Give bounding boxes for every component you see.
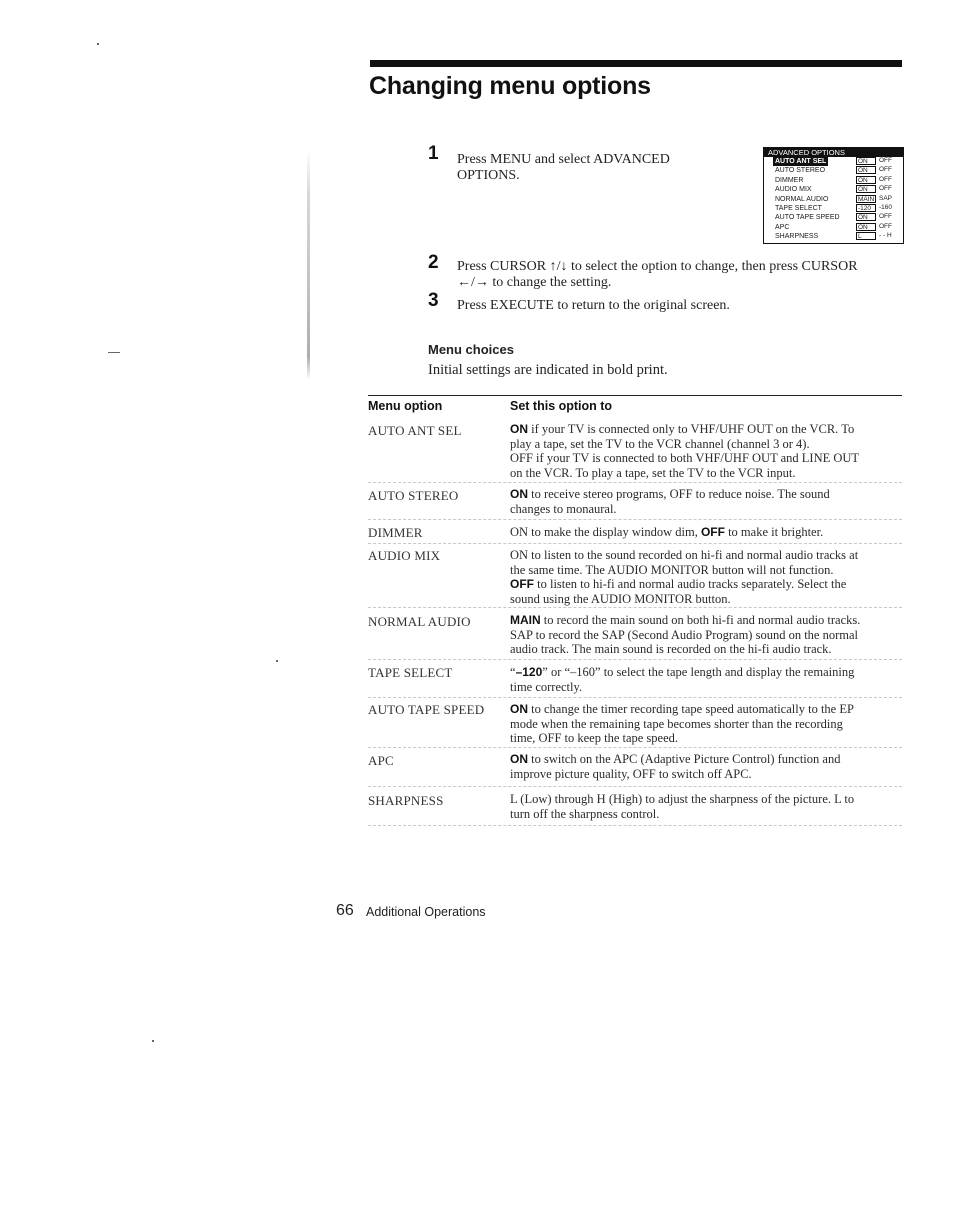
row-separator (368, 482, 902, 483)
osd-row-options (856, 157, 902, 166)
menu-choices-heading: Menu choices (428, 342, 514, 357)
osd-option-selected: ON (856, 166, 876, 174)
title-rule (370, 60, 902, 67)
description-auto-ant-sel: ON if your TV is connected only to VHF/UHF OUT on the VCR. To play a tape, set the TV to the VCR channel (channel 3 or 4). OFF if your TV is connected to both VHF/UHF OUT and LINE OUT on the VCR. To play a tape, set the TV to the VCR input. (510, 422, 860, 480)
osd-row-label: SHARPNESS (775, 233, 819, 241)
osd-option-selected: L (856, 232, 876, 240)
step-2-number: 2 (428, 252, 439, 273)
option-apc: APC (368, 753, 394, 768)
osd-menu-row (764, 232, 903, 241)
osd-option-selected: ON (856, 185, 876, 193)
row-separator (368, 659, 902, 660)
osd-row-label: APC (775, 223, 790, 231)
description-normal-audio: MAIN to record the main sound on both hi-fi and normal audio tracks. SAP to record the SAP (Second Audio Program) sound on the normal audio track. The main sound is recorded on the hi-fi audio track. (510, 613, 861, 656)
column-header-set-option: Set this option to (510, 399, 613, 413)
description-sharpness: L (Low) through H (High) to adjust the sharpness of the picture. L to turn off the sharpness control. (510, 792, 855, 821)
option-sharpness: SHARPNESS (368, 793, 444, 808)
osd-row-label: NORMAL AUDIO (775, 195, 829, 203)
row-separator (368, 786, 902, 787)
osd-menu-row (764, 213, 903, 222)
osd-option-selected: MAIN (858, 195, 875, 203)
description-dimmer: ON to make the display window dim, OFF to make it brighter. (510, 525, 824, 539)
page-number: 66 (336, 902, 354, 919)
osd-row-label: AUTO STEREO (775, 167, 826, 175)
menu-choices-note: Initial settings are indicated in bold print. (428, 362, 668, 378)
description-auto-tape-speed: ON to change the timer recording tape speed automatically to the EP mode when the remaining tape becomes shorter than the recording time, OFF to keep the tape speed. (510, 702, 854, 745)
row-separator (368, 825, 902, 826)
osd-row-options (856, 195, 902, 204)
osd-option-alternate: OFF (879, 185, 892, 193)
osd-option-alternate: OFF (879, 175, 892, 183)
osd-menu-row (764, 176, 903, 185)
option-auto-stereo: AUTO STEREO (368, 488, 459, 503)
page-title: Changing menu options (369, 72, 651, 100)
row-separator (368, 519, 902, 520)
step-1-number: 1 (428, 143, 439, 164)
osd-row-label: AUTO ANT SEL (775, 158, 827, 165)
osd-option-alternate: - - H (879, 232, 892, 240)
description-tape-select: “–120” or “–160” to select the tape length and display the remaining time correctly. (510, 665, 855, 694)
osd-menu-row (764, 195, 903, 204)
step-2-text-line2: ←/→ to change the setting. (457, 275, 612, 290)
osd-option-alternate: OFF (879, 166, 892, 174)
osd-row-label: TAPE SELECT (775, 205, 822, 212)
step-3-number: 3 (428, 290, 439, 311)
table-top-rule (368, 395, 902, 396)
osd-row-options (856, 166, 902, 175)
osd-option-selected: ON (856, 176, 876, 184)
step-1-text: Press MENU and select ADVANCED OPTIONS. (457, 152, 670, 183)
osd-row-options (856, 204, 902, 213)
osd-row-options (856, 213, 902, 222)
column-header-menu-option: Menu option (368, 399, 443, 413)
osd-row-options (856, 176, 902, 185)
osd-option-selected: -120 (856, 204, 876, 212)
option-auto-ant-sel: AUTO ANT SEL (368, 423, 462, 438)
scan-artifact (307, 150, 310, 380)
description-audio-mix: ON to listen to the sound recorded on hi-fi and normal audio tracks at the same time. The AUDIO MONITOR button will not function. OFF to listen to hi-fi and normal audio tracks separately. Select the sound using the AUDIO MONITOR button. (510, 548, 859, 606)
scan-artifact (108, 352, 120, 353)
option-tape-select: TAPE SELECT (368, 665, 453, 680)
row-separator (368, 697, 902, 698)
osd-menu-row (764, 185, 903, 194)
description-apc: ON to switch on the APC (Adaptive Picture Control) function and improve picture quality, OFF to switch off APC. (510, 752, 841, 781)
osd-option-alternate: -160 (879, 204, 893, 211)
osd-menu-row (764, 166, 903, 175)
option-dimmer: DIMMER (368, 525, 423, 540)
osd-row-label: DIMMER (775, 176, 804, 184)
step-2-text-line1: Press CURSOR ↑/↓ to select the option to change, then press CURSOR (457, 259, 858, 274)
osd-option-selected: ON (856, 213, 876, 221)
osd-row-options (856, 223, 902, 232)
advanced-options-menu-illustration (763, 147, 904, 244)
osd-menu-row (764, 204, 903, 213)
osd-option-selected: ON (856, 157, 876, 165)
osd-row-label: AUDIO MIX (775, 186, 812, 194)
osd-option-selected: ON (856, 223, 876, 231)
osd-row-options (856, 185, 902, 194)
option-auto-tape-speed: AUTO TAPE SPEED (368, 702, 485, 717)
option-audio-mix: AUDIO MIX (368, 548, 441, 563)
osd-menu-row (764, 157, 903, 166)
row-separator (368, 747, 902, 748)
step-3-text: Press EXECUTE to return to the original screen. (457, 298, 730, 313)
osd-row-label: AUTO TAPE SPEED (775, 214, 840, 222)
scan-artifact (276, 660, 278, 662)
osd-row-options (856, 232, 902, 241)
row-separator (368, 543, 902, 544)
option-normal-audio: NORMAL AUDIO (368, 614, 471, 629)
section-name: Additional Operations (366, 905, 486, 919)
osd-title: ADVANCED OPTIONS (764, 148, 903, 157)
scan-artifact (152, 1040, 154, 1042)
osd-option-alternate: OFF (879, 157, 892, 164)
osd-menu-row (764, 223, 903, 232)
scan-artifact (97, 43, 99, 45)
row-separator (368, 607, 902, 608)
osd-option-alternate: OFF (879, 213, 892, 221)
osd-option-alternate: OFF (879, 222, 892, 230)
description-auto-stereo: ON to receive stereo programs, OFF to reduce noise. The sound changes to monaural. (510, 487, 830, 516)
osd-option-alternate: SAP (879, 194, 893, 202)
